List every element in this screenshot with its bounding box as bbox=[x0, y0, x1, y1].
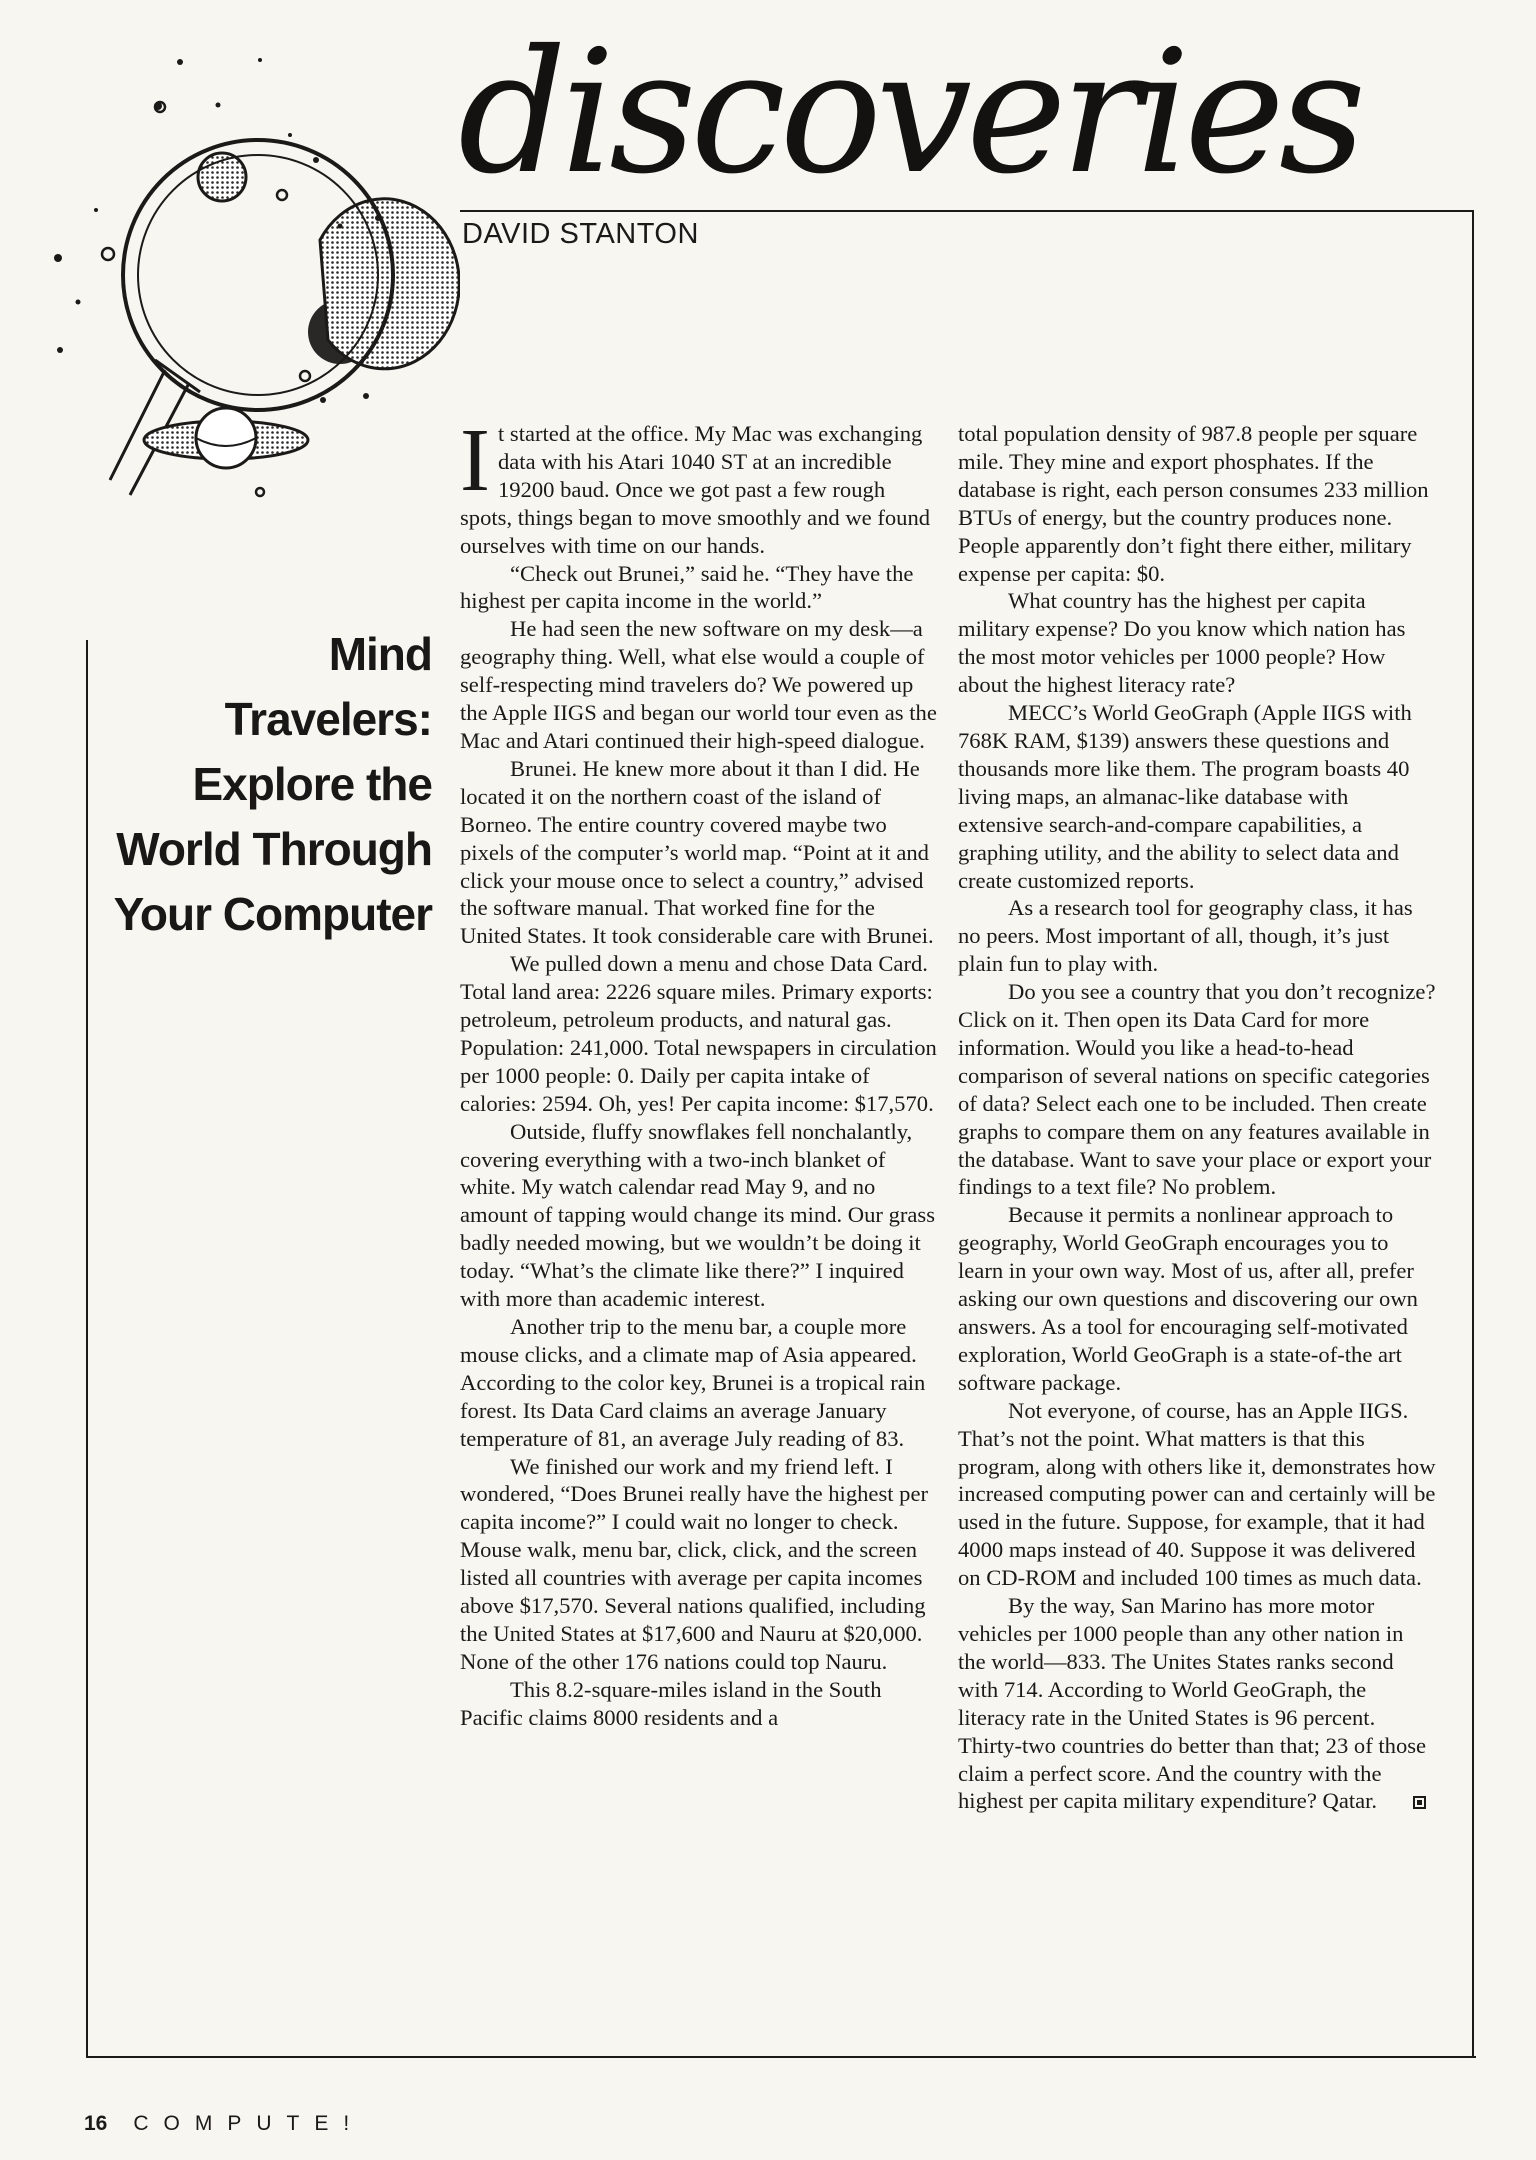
article-paragraph: As a research tool for geography class, it has no peers. Most important of all, though, it’s just plain fun to play with. bbox=[958, 895, 1413, 977]
article-paragraph: He had seen the new software on my desk—a geography thing. Well, what else would a couple of self-respecting mind travelers do? We powered up the Apple IIGS and began our world tour even as the Mac and Atari continued their high-speed dialogue. bbox=[460, 616, 937, 753]
drop-cap: I bbox=[460, 411, 490, 510]
page-footer bbox=[84, 2112, 364, 2136]
article-paragraph: Do you see a country that you don’t recognize? Click on it. Then open its Data Card for more information. Would you like a head-to-head comparison of several nations on specific categories of data? Select each one to be included. Then create graphs to compare them on any features available in the database. Want to save your place or export your findings to a text file? No problem. bbox=[958, 979, 1436, 1200]
article-paragraph: This 8.2-square-miles island in the South Pacific claims 8000 residents and a bbox=[460, 1676, 882, 1730]
article-paragraph: Because it permits a nonlinear approach to geography, World GeoGraph encourages you to learn in your own way. Most of us, after all, prefer asking our own questions and discovering our own answers. As a tool for encouraging self-motivated exploration, World GeoGraph is a state-of-the art software package. bbox=[958, 1202, 1418, 1395]
headline-line: World Through bbox=[116, 823, 432, 875]
magazine-name: COMPUTE! bbox=[133, 2112, 365, 2135]
article-column-2 bbox=[958, 420, 1436, 1815]
end-of-article-icon bbox=[1413, 1796, 1426, 1809]
headline-line: Mind bbox=[328, 628, 432, 680]
magnifying-glass-space-illustration bbox=[40, 40, 460, 520]
article-paragraph: “Check out Brunei,” said he. “They have the highest per capita income in the world.” bbox=[460, 560, 914, 614]
headline-line: Your Computer bbox=[113, 888, 432, 940]
article-paragraph: Another trip to the menu bar, a couple more mouse clicks, and a climate map of Asia appeared. According to the color key, Brunei is a tropical rain forest. Its Data Card claims an average January temperature of 81, an average July reading of 83. bbox=[460, 1314, 926, 1451]
article-paragraph: total population density of 987.8 people per square mile. They mine and export phosphates. If the database is right, each person consumes 233 million BTUs of energy, but the country produces none. People apparently don’t fight there either, military expense per capita: $0. bbox=[958, 421, 1429, 586]
article-paragraph: We pulled down a menu and chose Data Card. Total land area: 2226 square miles. Primary exports: petroleum, petroleum products, and natural gas. Population: 241,000. Total newspapers in circulation per 1000 people: 0. Daily per capita intake of calories: 2594. Oh, yes! Per capita income: $17,570. bbox=[460, 951, 937, 1116]
ringed-planet-icon bbox=[144, 408, 308, 468]
headline-line: Explore the bbox=[192, 758, 432, 810]
article-paragraph: MECC’s World GeoGraph (Apple IIGS with 768K RAM, $139) answers these questions and thousands more like them. The program boasts 40 living maps, an almanac-like database with extensive search-and-compare capabilities, a graphing utility, and the ability to select data and create customized reports. bbox=[958, 700, 1412, 893]
headline-line: Travelers: bbox=[224, 693, 432, 745]
article-paragraph: By the way, San Marino has more motor vehicles per 1000 people than any other nation in the world—833. The Unites States ranks second with 714. According to World GeoGraph, the literacy rate in the United States is 96 percent. Thirty-two countries do better than that; 23 of those claim a perfect score. And the country with the highest per capita military expenditure? Qatar. bbox=[958, 1593, 1427, 1814]
article-paragraph: We finished our work and my friend left. I wondered, “Does Brunei really have the highest per capita income?” I could wait no longer to check. Mouse walk, menu bar, click, click, and the screen listed all countries with average per capita incomes above $17,570. Several nations qualified, including the United States at $17,600 and Nauru at $20,000. None of the other 176 nations could top Nauru. bbox=[460, 1453, 929, 1674]
page-number: 16 bbox=[84, 2112, 108, 2135]
article-frame-left-rule bbox=[86, 640, 88, 2058]
article-headline bbox=[92, 622, 432, 947]
article-paragraph: Brunei. He knew more about it than I did. He located it on the northern coast of the island of Borneo. The entire country covered maybe two pixels of the computer’s world map. “Point at it and click your mouse once to select a country,” advised the software manual. That worked fine for the United States. It took considerable care with Brunei. bbox=[460, 755, 934, 949]
article-column-1 bbox=[460, 411, 938, 1732]
byline: DAVID STANTON bbox=[462, 218, 699, 250]
article-paragraph: It started at the office. My Mac was exchanging data with his Atari 1040 ST at an incredible 19200 baud. Once we got past a few rough spots, things began to move smoothly and we found ourselves with time on our hands. bbox=[460, 411, 931, 558]
article-frame-bottom-rule bbox=[86, 2056, 1476, 2058]
department-masthead: discoveries bbox=[458, 14, 1361, 212]
article-paragraph: What country has the highest per capita military expense? Do you know which nation has the most motor vehicles per 1000 people? How about the highest literacy rate? bbox=[958, 588, 1406, 698]
article-paragraph: Not everyone, of course, has an Apple IIGS. That’s not the point. What matters is that this program, along with others like it, demonstrates how increased computing power can and certainly will be used in the future. Suppose, for example, that it had 4000 maps instead of 40. Suppose it was delivered on CD-ROM and included 100 times as much data. bbox=[958, 1397, 1436, 1591]
article-paragraph: Outside, fluffy snowflakes fell nonchalantly, covering everything with a two-inch blanket of white. My watch calendar read May 9, and no amount of tapping would change its mind. Our grass badly needed mowing, but we wouldn’t be doing it today. “What’s the climate like there?” I inquired with more than academic interest. bbox=[460, 1118, 936, 1312]
